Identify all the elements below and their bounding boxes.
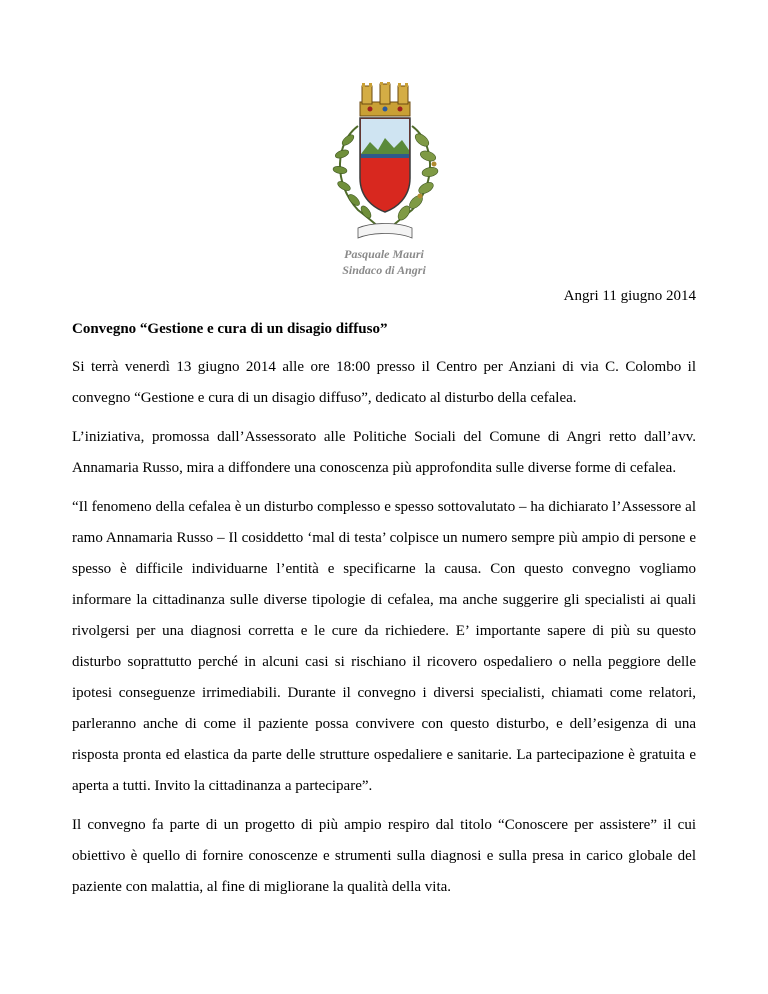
body-paragraph: L’iniziativa, promossa dall’Assessorato alle Politiche Sociali del Comune di Angri retto dall’avv. Annamaria Russo, mira a diffondere una conoscenza più approfondita sulle diverse forme di cefalea.: [72, 429, 696, 476]
body-paragraph: Il convegno fa parte di un progetto di più ampio respiro dal titolo “Conoscere per assistere” il cui obiettivo è quello di fornire conoscenze e strumenti sulla diagnosi e sulla presa in carico globale del paziente con malattia, al fine di migliorane la qualità della vita.: [72, 817, 696, 895]
body-paragraph: “Il fenomeno della cefalea è un disturbo complesso e spesso sottovalutato – ha dichiarato l’Assessore al ramo Annamaria Russo – Il cosiddetto ‘mal di testa’ colpisce un numero sempre più ampio di persone e spesso è difficile individuarne l’entità e specificarne la causa. Con questo convegno vogliamo informare la cittadinanza sulle diverse tipologie di cefalea, ma anche suggerire gli specialisti ai quali rivolgersi per una diagnosi corretta e le cure da richiedere. E’ importante sapere di più su questo disturbo soprattutto perché in alcuni casi si rischiano il ricovero ospedaliero o nella peggiore delle ipotesi conseguenze irrimediabili. Durante il convegno i diversi specialisti, chiamati come relatori, parleranno anche di come il paziente possa convivere con questo disturbo, e dell’esigenza di una risposta pronta ed elastica da parte delle strutture ospedaliere e sanitarie. La partecipazione è gratuita e aperta a tutti. Invito la cittadinanza a partecipare”.: [72, 499, 696, 794]
document-body: [72, 352, 696, 911]
mayor-name: Pasquale Mauri: [344, 247, 424, 261]
mayor-signature-block: [0, 246, 768, 278]
municipal-crest-logo: [318, 82, 452, 244]
body-paragraph: Si terrà venerdì 13 giugno 2014 alle ore 18:00 presso il Centro per Anziani di via C. Colombo il convegno “Gestione e cura di un disagio diffuso”, dedicato al disturbo della cefalea.: [72, 359, 696, 406]
document-title: Convegno “Gestione e cura di un disagio diffuso”: [72, 321, 388, 337]
document-date: Angri 11 giugno 2014: [563, 288, 696, 304]
mayor-title: Sindaco di Angri: [342, 263, 426, 277]
